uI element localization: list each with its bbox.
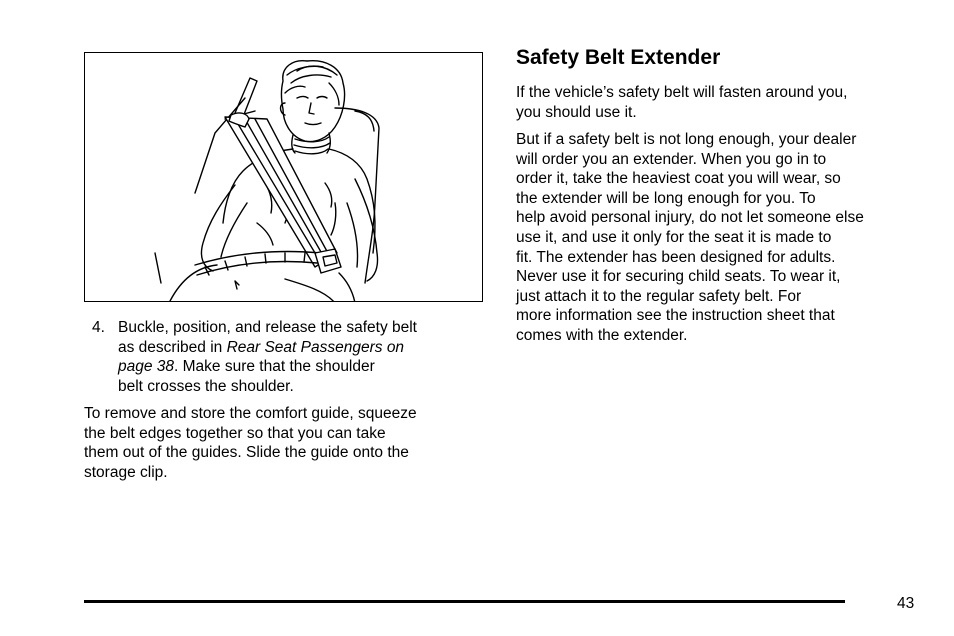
page-reference-link-cont[interactable]: page 38 <box>118 358 175 376</box>
footer-rule <box>84 600 845 603</box>
safety-belt-illustration <box>84 52 483 302</box>
extender-intro-paragraph: If the vehicle’s safety belt will fasten around you, you should use it. <box>516 84 848 121</box>
extender-details-paragraph: But if a safety belt is not long enough, your dealer will order you an extender. When you go in to order it, take the heaviest coat you will wear, so the extender will be long enough for you. To help avoid personal injury, do not let someone else use it, and use it only for the seat it is made to fit. The extender has been designed for adults. Never use it for securing child seats. To wear it, just attach it to the regular safety belt. For more information see the instruction sheet that comes with the extender. <box>516 131 864 344</box>
comfort-guide-storage-paragraph: To remove and store the comfort guide, squeeze the belt edges together so that you can take them out of the guides. Slide the guide onto the storage clip. <box>84 405 417 481</box>
step-number: 4. <box>92 319 105 336</box>
page-reference-link[interactable]: Rear Seat Passengers on <box>226 338 405 356</box>
page-number: 43 <box>897 595 915 612</box>
step-text: Buckle, position, and release the safety belt as described in Rear Seat Passengers on page 38. Make sure that the shoulder belt crosses the shoulder. <box>118 319 417 395</box>
section-heading: Safety Belt Extender <box>516 46 721 69</box>
